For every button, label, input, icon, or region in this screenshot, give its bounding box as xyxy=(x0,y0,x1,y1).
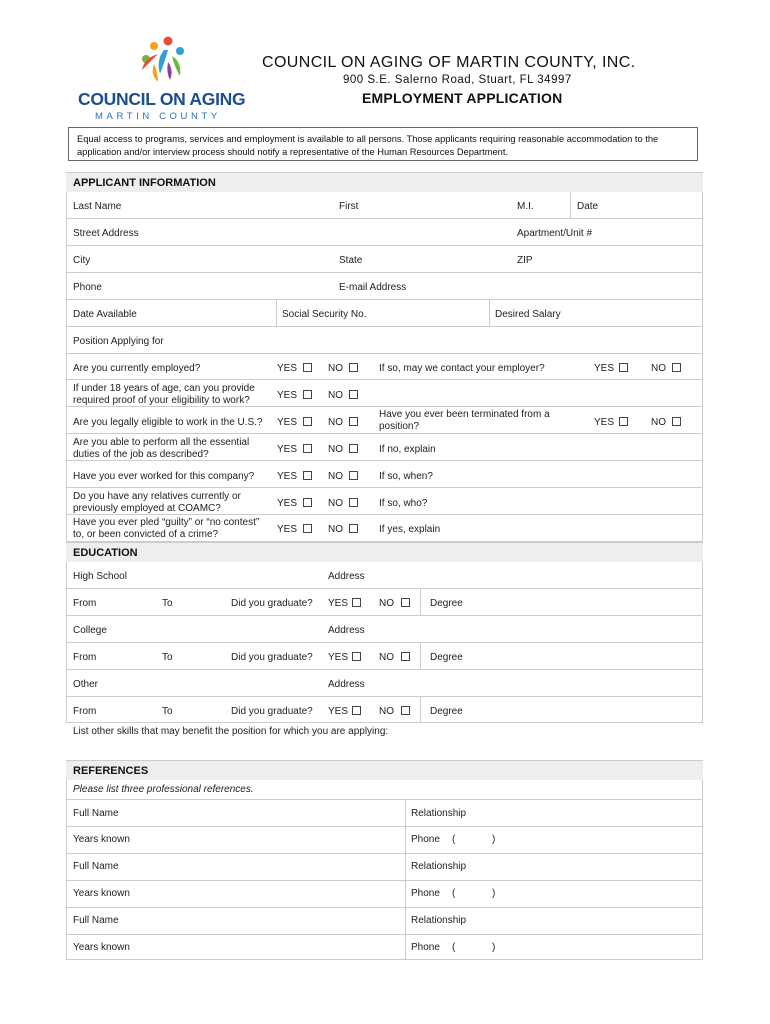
ref3-phone-paren-close: ) xyxy=(492,942,496,953)
organization-name: COUNCIL ON AGING OF MARTIN COUNTY, INC. xyxy=(262,54,636,71)
page-title: EMPLOYMENT APPLICATION xyxy=(362,90,563,106)
other-to-label[interactable]: To xyxy=(162,706,173,717)
yes-label: YES xyxy=(594,363,615,374)
first-name-label[interactable]: First xyxy=(339,201,359,212)
ref2-phone-paren-close: ) xyxy=(492,888,496,899)
middle-initial-label[interactable]: M.I. xyxy=(517,201,534,212)
employed-no-checkbox[interactable] xyxy=(349,363,358,372)
contact-yes-checkbox[interactable] xyxy=(619,363,628,372)
ref3-years-known-label[interactable]: Years known xyxy=(73,942,130,953)
relatives-yes-checkbox[interactable] xyxy=(303,498,312,507)
college-graduate-no-checkbox[interactable] xyxy=(401,652,410,661)
q-eligible: Are you legally eligible to work in the U.S.? xyxy=(73,417,263,428)
perform-yes-checkbox[interactable] xyxy=(303,444,312,453)
no-label: NO xyxy=(328,471,343,482)
last-name-label[interactable]: Last Name xyxy=(73,201,122,212)
guilty-yes-checkbox[interactable] xyxy=(303,524,312,533)
references-heading: REFERENCES xyxy=(66,761,703,780)
other-address-label[interactable]: Address xyxy=(328,679,365,690)
hs-graduate-yes-checkbox[interactable] xyxy=(352,598,361,607)
college-graduate-yes-checkbox[interactable] xyxy=(352,652,361,661)
hs-to-label[interactable]: To xyxy=(162,598,173,609)
hs-graduate-label: Did you graduate? xyxy=(231,598,313,609)
logo-subtext: MARTIN COUNTY xyxy=(95,111,221,122)
no-label: NO xyxy=(328,498,343,509)
yes-label: YES xyxy=(277,390,298,401)
education-heading: EDUCATION xyxy=(66,543,703,562)
desired-salary-label[interactable]: Desired Salary xyxy=(495,309,561,320)
date-label[interactable]: Date xyxy=(577,201,599,212)
no-label: NO xyxy=(379,652,394,663)
yes-label: YES xyxy=(277,524,298,535)
under18-yes-checkbox[interactable] xyxy=(303,390,312,399)
ref2-full-name-label[interactable]: Full Name xyxy=(73,861,119,872)
state-label[interactable]: State xyxy=(339,255,363,266)
yes-label: YES xyxy=(277,363,298,374)
relatives-no-checkbox[interactable] xyxy=(349,498,358,507)
position-label[interactable]: Position Applying for xyxy=(73,336,164,347)
equal-access-notice: Equal access to programs, services and employment is available to all persons. Those applicants requiring reasonable accommodation to the application and/or interview process should notify a representative of the Human Resources Department. xyxy=(68,127,698,161)
no-label: NO xyxy=(379,706,394,717)
eligible-no-checkbox[interactable] xyxy=(349,417,358,426)
street-address-label[interactable]: Street Address xyxy=(73,228,139,239)
no-label: NO xyxy=(328,444,343,455)
no-label: NO xyxy=(328,417,343,428)
worked-no-checkbox[interactable] xyxy=(349,471,358,480)
perform-no-checkbox[interactable] xyxy=(349,444,358,453)
worked-when-label[interactable]: If so, when? xyxy=(379,471,433,482)
hs-graduate-no-checkbox[interactable] xyxy=(401,598,410,607)
other-from-label[interactable]: From xyxy=(73,706,97,717)
no-label: NO xyxy=(328,524,343,535)
hs-degree-label[interactable]: Degree xyxy=(430,598,463,609)
q-terminated: Have you ever been terminated from a position? xyxy=(379,409,550,432)
terminated-yes-checkbox[interactable] xyxy=(619,417,628,426)
terminated-no-checkbox[interactable] xyxy=(672,417,681,426)
guilty-no-checkbox[interactable] xyxy=(349,524,358,533)
college-address-label[interactable]: Address xyxy=(328,625,365,636)
organization-address: 900 S.E. Salerno Road, Stuart, FL 34997 xyxy=(343,74,572,86)
yes-label: YES xyxy=(328,652,349,663)
q-guilty: Have you ever pled “guilty” or “no contest” to, or been convicted of a crime? xyxy=(73,517,260,540)
ref3-phone-label[interactable]: Phone xyxy=(411,942,440,953)
ref2-relationship-label[interactable]: Relationship xyxy=(411,861,467,872)
yes-label: YES xyxy=(277,498,298,509)
no-label: NO xyxy=(379,598,394,609)
other-education-label[interactable]: Other xyxy=(73,679,99,690)
no-label: NO xyxy=(651,417,666,428)
other-graduate-no-checkbox[interactable] xyxy=(401,706,410,715)
ref3-phone-paren-open: ( xyxy=(452,942,456,953)
yes-label: YES xyxy=(277,471,298,482)
hs-address-label[interactable]: Address xyxy=(328,571,365,582)
q-worked-here: Have you ever worked for this company? xyxy=(73,471,255,482)
ref1-years-known-label[interactable]: Years known xyxy=(73,834,130,845)
ref1-full-name-label[interactable]: Full Name xyxy=(73,808,119,819)
applicant-information-heading: APPLICANT INFORMATION xyxy=(66,173,703,192)
hs-from-label[interactable]: From xyxy=(73,598,97,609)
ssn-label[interactable]: Social Security No. xyxy=(282,309,367,320)
city-label[interactable]: City xyxy=(73,255,91,266)
college-label[interactable]: College xyxy=(73,625,107,636)
ref3-relationship-label[interactable]: Relationship xyxy=(411,915,467,926)
worked-yes-checkbox[interactable] xyxy=(303,471,312,480)
college-graduate-label: Did you graduate? xyxy=(231,652,313,663)
ref1-phone-label[interactable]: Phone xyxy=(411,834,440,845)
skills-label[interactable]: List other skills that may benefit the position for which you are applying: xyxy=(73,726,389,737)
college-degree-label[interactable]: Degree xyxy=(430,652,463,663)
contact-no-checkbox[interactable] xyxy=(672,363,681,372)
apartment-label[interactable]: Apartment/Unit # xyxy=(517,228,593,239)
logo-text: COUNCIL ON AGING xyxy=(78,89,246,109)
perform-explain-label[interactable]: If no, explain xyxy=(379,444,436,455)
high-school-label[interactable]: High School xyxy=(73,571,127,582)
under18-no-checkbox[interactable] xyxy=(349,390,358,399)
date-available-label[interactable]: Date Available xyxy=(73,309,137,320)
q-perform-duties: Are you able to perform all the essential duties of the job as described? xyxy=(73,437,250,460)
college-from-label[interactable]: From xyxy=(73,652,97,663)
ref2-phone-paren-open: ( xyxy=(452,888,456,899)
q-under-18: If under 18 years of age, can you provide required proof of your eligibility to work? xyxy=(73,383,255,406)
ref1-phone-paren-close: ) xyxy=(492,834,496,845)
no-label: NO xyxy=(328,390,343,401)
ref1-relationship-label[interactable]: Relationship xyxy=(411,808,467,819)
q-employed: Are you currently employed? xyxy=(73,363,201,374)
ref3-full-name-label[interactable]: Full Name xyxy=(73,915,119,926)
zip-label[interactable]: ZIP xyxy=(517,255,533,266)
yes-label: YES xyxy=(277,444,298,455)
no-label: NO xyxy=(328,363,343,374)
q-contact-employer: If so, may we contact your employer? xyxy=(379,363,545,374)
yes-label: YES xyxy=(277,417,298,428)
ref2-phone-label[interactable]: Phone xyxy=(411,888,440,899)
no-label: NO xyxy=(651,363,666,374)
ref2-years-known-label[interactable]: Years known xyxy=(73,888,130,899)
other-degree-label[interactable]: Degree xyxy=(430,706,463,717)
college-to-label[interactable]: To xyxy=(162,652,173,663)
references-instruction: Please list three professional references. xyxy=(73,784,254,795)
q-relatives: Do you have any relatives currently or previously employed at COAMC? xyxy=(73,491,241,514)
phone-label[interactable]: Phone xyxy=(73,282,102,293)
employed-yes-checkbox[interactable] xyxy=(303,363,312,372)
other-graduate-label: Did you graduate? xyxy=(231,706,313,717)
yes-label: YES xyxy=(594,417,615,428)
email-label[interactable]: E-mail Address xyxy=(339,282,407,293)
yes-label: YES xyxy=(328,598,349,609)
eligible-yes-checkbox[interactable] xyxy=(303,417,312,426)
other-graduate-yes-checkbox[interactable] xyxy=(352,706,361,715)
ref1-phone-paren-open: ( xyxy=(452,834,456,845)
guilty-explain-label[interactable]: If yes, explain xyxy=(379,524,441,535)
yes-label: YES xyxy=(328,706,349,717)
relatives-who-label[interactable]: If so, who? xyxy=(379,498,428,509)
